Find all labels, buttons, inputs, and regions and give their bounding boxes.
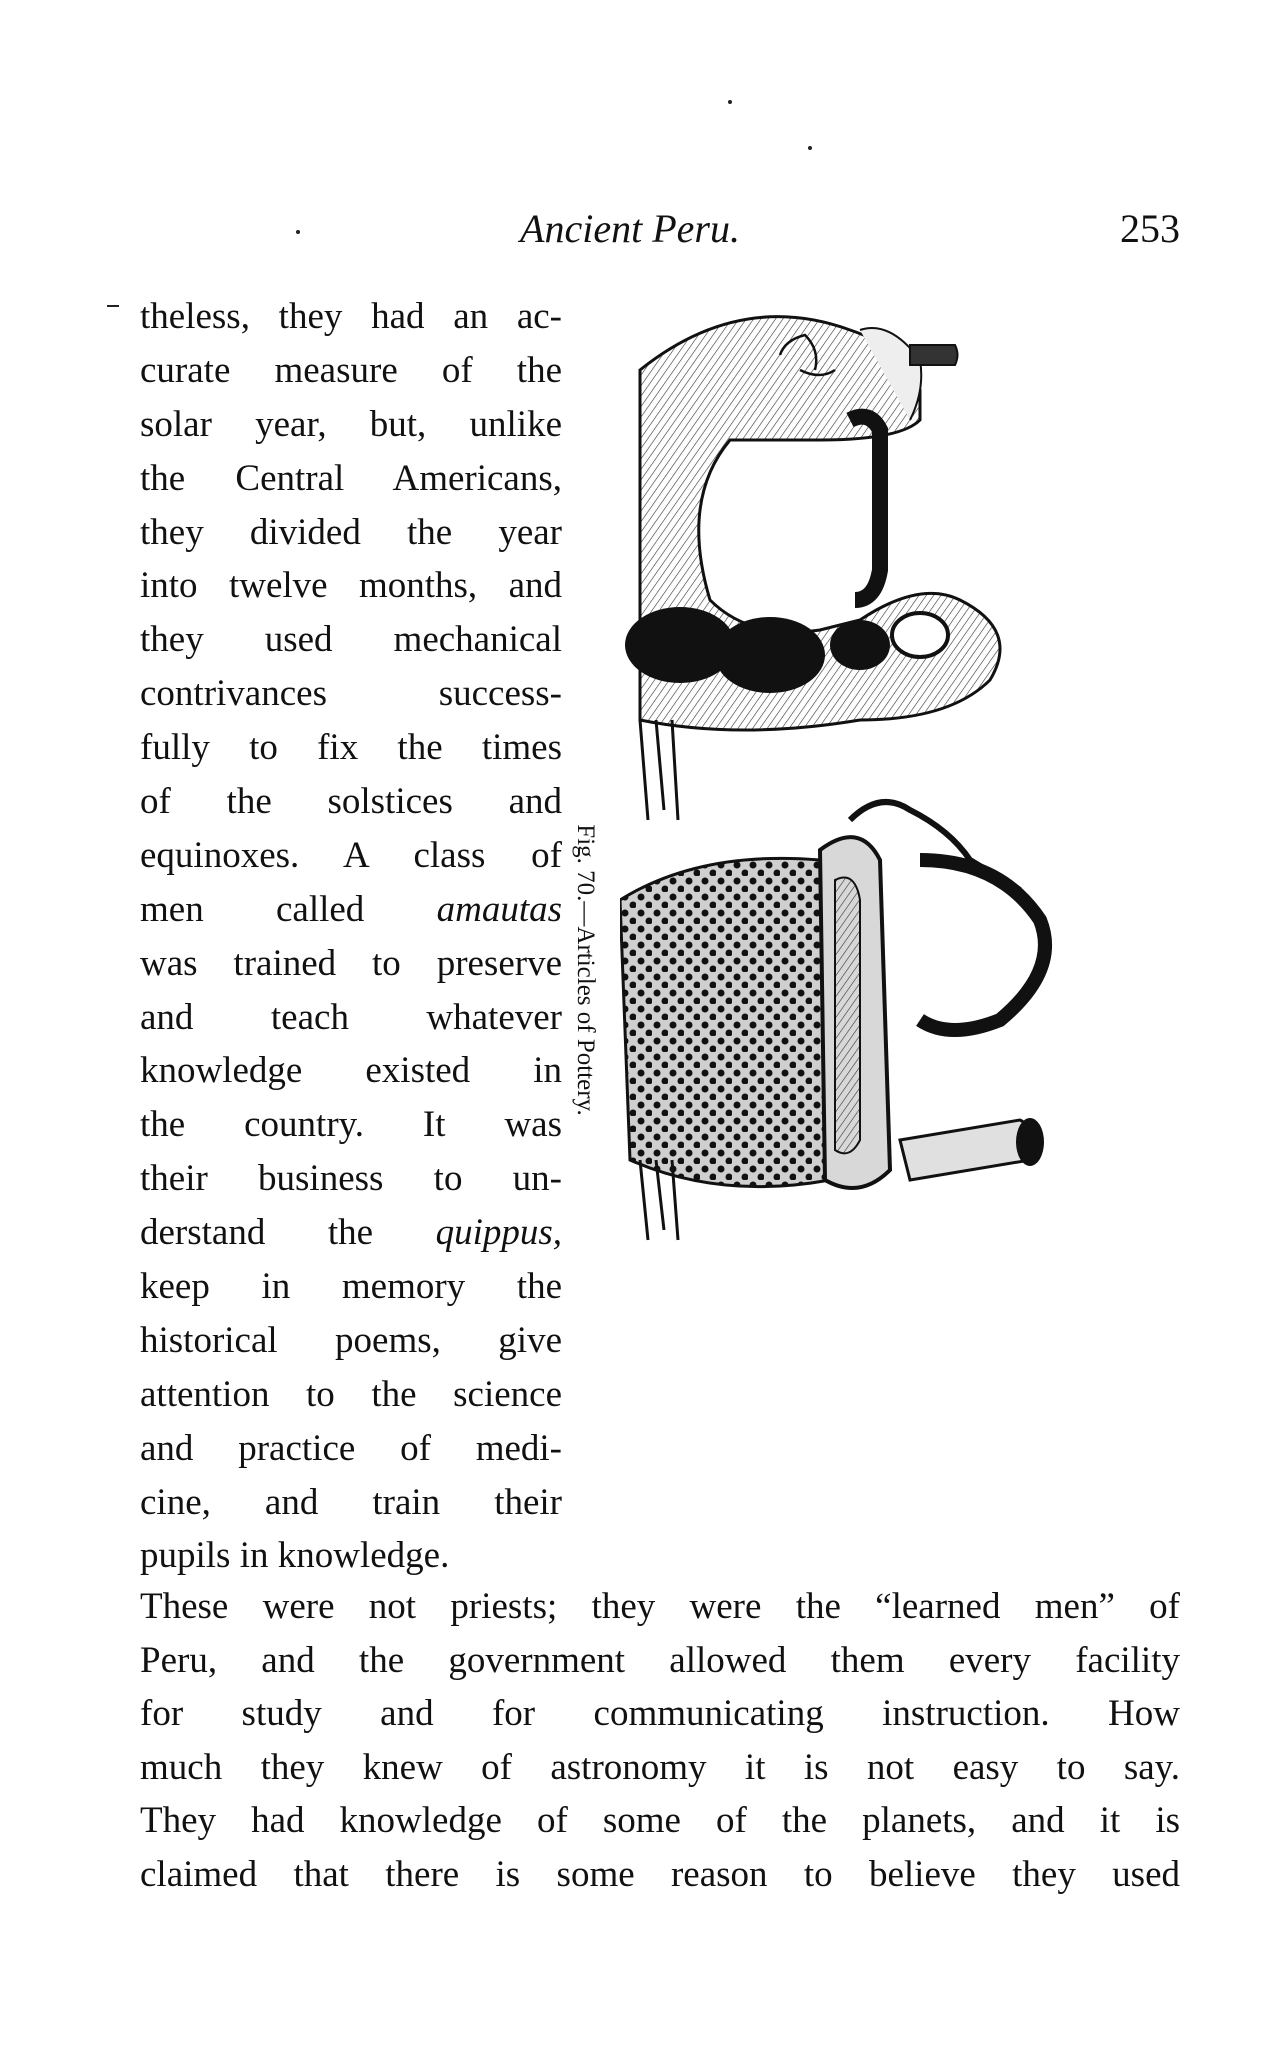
text-line: They had knowledge of some of the planets, and it is: [140, 1800, 1180, 1842]
text-fragment: men called: [140, 888, 365, 930]
narrow-text-column: [140, 290, 562, 1583]
text-line: contrivances success-: [140, 673, 562, 715]
figure-pottery-illustration: [620, 300, 1180, 1580]
text-line: for study and for communicating instruction. How: [140, 1693, 1180, 1735]
text-line: historical poems, give: [140, 1319, 562, 1361]
text-line: [140, 1206, 562, 1260]
text-line: much they knew of astronomy it is not easy to say.: [140, 1746, 1180, 1788]
print-speck: [296, 230, 300, 234]
text-line: and practice of medi-: [140, 1427, 562, 1469]
text-line: cine, and train their: [140, 1481, 562, 1523]
text-line: theless, they had an ac-: [140, 296, 562, 337]
lower-vessel: [620, 802, 1045, 1240]
text-line: they used mechanical: [140, 619, 562, 661]
text-line: [140, 883, 562, 937]
text-line: the Central Americans,: [140, 457, 562, 499]
italic-term-amautas: amautas: [436, 888, 562, 930]
text-line: pupils in knowledge.: [140, 1535, 450, 1577]
print-speck: [728, 100, 732, 104]
running-header-title: Ancient Peru.: [520, 206, 740, 251]
text-line: keep in memory the: [140, 1266, 562, 1308]
wide-text-column: [140, 1580, 1180, 1902]
text-line: the country. It was: [140, 1104, 562, 1146]
text-line: equinoxes. A class of: [140, 834, 562, 876]
text-line: These were not priests; they were the “learned men” of: [140, 1586, 1180, 1627]
print-speck: [808, 146, 812, 150]
text-line: Peru, and the government allowed them every facility: [140, 1639, 1180, 1681]
figure-caption-text: Fig. 70.—Articles of Pottery.: [572, 824, 599, 1116]
text-line: their business to un-: [140, 1158, 562, 1200]
text-line: claimed that there is some reason to believe they used: [140, 1853, 1180, 1895]
text-line: fully to fix the times: [140, 727, 562, 769]
text-line: solar year, but, unlike: [140, 403, 562, 445]
text-line: into twelve months, and: [140, 565, 562, 607]
page-number: 253: [1120, 206, 1180, 251]
text-fragment: derstand the: [140, 1212, 374, 1254]
text-line: and teach whatever: [140, 996, 562, 1038]
upper-vessel: [625, 317, 1000, 820]
figure-caption: [565, 770, 605, 1170]
text-line: curate measure of the: [140, 349, 562, 391]
text-line: they divided the year: [140, 511, 562, 553]
text-line: was trained to preserve: [140, 942, 562, 984]
text-line: knowledge existed in: [140, 1050, 562, 1092]
text-line: of the solstices and: [140, 781, 562, 823]
italic-term-quippus: quippus,: [435, 1212, 563, 1254]
margin-dash: [107, 305, 119, 307]
text-line: attention to the science: [140, 1373, 562, 1415]
